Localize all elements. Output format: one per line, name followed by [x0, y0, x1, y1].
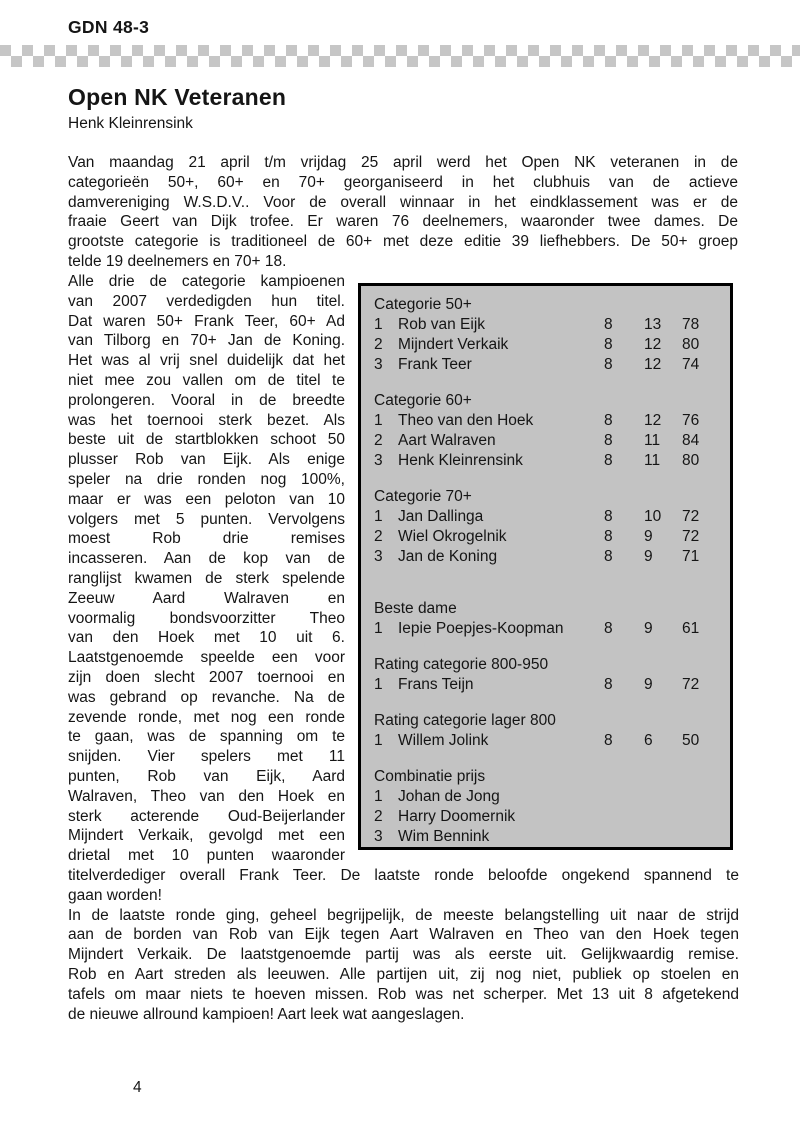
text-line: tafels om maar niets te hoeven missen. Rob was net scherper. Met 13 uit 8 afgetekend	[68, 985, 739, 1003]
score-value: 72	[682, 508, 700, 525]
points-value: 12	[644, 336, 662, 353]
games-value: 8	[604, 528, 613, 545]
score-value: 72	[682, 528, 700, 545]
points-value: 12	[644, 356, 662, 373]
result-row	[374, 355, 722, 375]
result-row	[374, 451, 722, 471]
score-value	[682, 787, 722, 807]
rank-number: 1	[374, 508, 383, 525]
player-name: Theo van den Hoek	[398, 412, 534, 429]
result-row	[374, 547, 722, 567]
text-line: zijn doen slecht 2007 toernooi en	[68, 668, 345, 686]
score-value: 61	[682, 620, 700, 637]
score-value: 80	[682, 336, 700, 353]
games-value: 8	[604, 732, 613, 749]
player-name: Frank Teer	[398, 356, 472, 373]
points-value: 11	[644, 432, 661, 449]
games-value: 8	[604, 432, 613, 449]
result-row	[374, 431, 722, 451]
rank-number: 3	[374, 828, 383, 845]
points-value	[644, 807, 682, 827]
result-row	[374, 827, 722, 847]
text-line: sterk acterende Oud-Beijerlander	[68, 807, 345, 825]
result-row	[374, 335, 722, 355]
closing-paragraphs	[68, 866, 739, 1024]
text-line: moest Rob drie remises	[68, 530, 345, 548]
text-line: speler na drie ronden nog 100%,	[68, 470, 345, 488]
player-name: Mijndert Verkaik	[398, 336, 509, 353]
rank-number: 3	[374, 356, 383, 373]
score-value	[682, 807, 722, 827]
rank-number: 2	[374, 336, 383, 353]
result-row	[374, 411, 722, 431]
games-value: 8	[604, 336, 613, 353]
games-value	[604, 807, 644, 827]
text-line: Zeeuw Aard Walraven en	[68, 589, 345, 607]
player-name: Johan de Jong	[398, 788, 500, 805]
text-line: Dat waren 50+ Frank Teer, 60+ Ad	[68, 312, 345, 330]
text-line: titelverdediger overall Frank Teer. De laatste ronde beloofde ongekend spannend te	[68, 867, 739, 884]
issue-label: GDN 48-3	[68, 17, 150, 37]
text-line: aan de borden van Rob van Eijk tegen Aart Walraven en Theo van den Hoek tegen	[68, 926, 739, 944]
result-row	[374, 675, 722, 695]
results-section	[374, 391, 722, 471]
points-value: 9	[644, 548, 653, 565]
result-row	[374, 315, 722, 335]
player-name: Aart Walraven	[398, 432, 496, 449]
games-value: 8	[604, 548, 613, 565]
result-row	[374, 787, 722, 807]
text-line: Het was al vrij snel duidelijk dat het	[68, 352, 345, 370]
result-row	[374, 507, 722, 527]
results-section-title: Rating categorie 800-950	[374, 656, 549, 673]
result-row	[374, 619, 722, 639]
result-row	[374, 807, 722, 827]
results-section	[374, 295, 722, 375]
results-section	[374, 487, 722, 567]
text-line: te gaan, was de spanning om te	[68, 728, 345, 746]
player-name: Iepie Poepjes-Koopman	[398, 620, 564, 637]
text-line: damvereniging W.S.D.V.. Voor de overall winnaar in het eindklassement was er de	[68, 193, 738, 211]
points-value: 6	[644, 732, 653, 749]
text-line: fraaie Geert van Dijk trofee. Er waren 76 deelnemers, waaronder twee dames. De	[68, 213, 738, 231]
text-line: Van maandag 21 april t/m vrijdag 25 april werd het Open NK veteranen in de	[68, 154, 738, 171]
points-value: 9	[644, 676, 653, 693]
rank-number: 3	[374, 548, 383, 565]
score-value: 80	[682, 452, 700, 469]
text-line: Mijndert Verkaik, gevolgd met een	[68, 827, 345, 845]
text-line: voormalig bondsvoorzitter Theo	[68, 609, 345, 627]
text-line: Rob en Aart streden als leeuwen. Alle partijen uit, zij nog niet, publiek op stoelen en	[68, 965, 739, 983]
player-name: Jan Dallinga	[398, 508, 484, 525]
checker-band-top	[0, 45, 800, 67]
rank-number: 1	[374, 620, 383, 637]
player-name: Wim Bennink	[398, 828, 490, 845]
text-line: plusser Rob van Eijk. Als enige	[68, 451, 345, 469]
rank-number: 2	[374, 432, 383, 449]
results-box	[358, 283, 733, 850]
score-value: 78	[682, 316, 700, 333]
player-name: Frans Teijn	[398, 676, 474, 693]
points-value: 11	[644, 452, 661, 469]
rank-number: 1	[374, 316, 383, 333]
text-line: snijden. Vier spelers met 11	[68, 748, 345, 766]
text-line: maar er was een peloton van 10	[68, 490, 345, 508]
player-name: Harry Doomernik	[398, 808, 516, 825]
games-value: 8	[604, 508, 613, 525]
text-line: prolongeren. Vooral in de breedte	[68, 391, 345, 409]
text-line: telde 19 deelnemers en 70+ 18.	[68, 252, 287, 270]
rank-number: 2	[374, 528, 383, 545]
points-value: 12	[644, 412, 662, 429]
results-section	[374, 655, 722, 695]
intro-paragraph	[68, 153, 738, 272]
player-name: Willem Jolink	[398, 732, 489, 749]
results-section-title: Beste dame	[374, 600, 457, 617]
games-value: 8	[604, 620, 613, 637]
player-name: Wiel Okrogelnik	[398, 528, 507, 545]
games-value: 8	[604, 316, 613, 333]
text-line: incasseren. Aan de kop van de	[68, 550, 345, 568]
points-value: 13	[644, 316, 662, 333]
result-row	[374, 731, 722, 751]
score-value: 50	[682, 732, 700, 749]
text-line: Walraven, Theo van den Hoek en	[68, 787, 345, 805]
results-section	[374, 599, 722, 639]
text-line: Mijndert Verkaik. De laatstgenoemde partij was als eerste uit. Gelijkwaardig remise.	[68, 946, 739, 964]
score-value: 71	[682, 548, 700, 565]
games-value: 8	[604, 676, 613, 693]
rank-number: 1	[374, 732, 383, 749]
score-value	[682, 827, 722, 847]
text-line: Laatstgenoemde speelde een voor	[68, 649, 345, 667]
article-author: Henk Kleinrensink	[68, 115, 193, 132]
results-section-title: Categorie 60+	[374, 392, 472, 409]
results-section	[374, 767, 722, 847]
points-value: 9	[644, 528, 653, 545]
rank-number: 1	[374, 676, 383, 693]
rank-number: 2	[374, 808, 383, 825]
games-value: 8	[604, 356, 613, 373]
points-value: 10	[644, 508, 662, 525]
player-name: Henk Kleinrensink	[398, 452, 523, 469]
games-value: 8	[604, 452, 613, 469]
score-value: 76	[682, 412, 700, 429]
text-line: Alle drie de categorie kampioenen	[68, 273, 345, 290]
text-line: In de laatste ronde ging, geheel begrijpelijk, de meeste belangstelling uit naar de strijd	[68, 906, 739, 924]
left-column-text	[68, 272, 345, 866]
games-value	[604, 787, 644, 807]
rank-number: 1	[374, 788, 383, 805]
results-section	[374, 711, 722, 751]
rank-number: 1	[374, 412, 383, 429]
player-name: Rob van Eijk	[398, 316, 486, 333]
result-row	[374, 527, 722, 547]
score-value: 84	[682, 432, 700, 449]
text-line: beste uit de startblokken schoot 50	[68, 431, 345, 449]
rank-number: 3	[374, 452, 383, 469]
results-section-title: Combinatie prijs	[374, 768, 486, 785]
text-line: punten, Rob van Eijk, Aard	[68, 767, 345, 785]
text-line: drietal met 10 punten waaronder	[68, 847, 345, 865]
text-line: van Tilborg en 70+ Jan de Koning.	[68, 332, 345, 350]
points-value: 9	[644, 620, 653, 637]
results-section-title: Categorie 70+	[374, 488, 472, 505]
text-line: gaan worden!	[68, 886, 162, 904]
text-line: van den Hoek met 10 uit 6.	[68, 629, 345, 647]
text-line: de nieuwe allround kampioen! Aart leek wat aangeslagen.	[68, 1005, 465, 1023]
text-line: volgers met 5 punten. Vervolgens	[68, 510, 345, 528]
player-name: Jan de Koning	[398, 548, 498, 565]
games-value	[604, 827, 644, 847]
text-line: was gebrand op revanche. Na de	[68, 688, 345, 706]
points-value	[644, 787, 682, 807]
score-value: 72	[682, 676, 700, 693]
article-title: Open NK Veteranen	[68, 84, 287, 110]
points-value	[644, 827, 682, 847]
text-line: zevende ronde, met nog een ronde	[68, 708, 345, 726]
games-value: 8	[604, 412, 613, 429]
text-line: categorieën 50+, 60+ en 70+ georganiseerd in het clubhuis van de actieve	[68, 173, 738, 191]
text-line: niet mee zou vallen om de titel te	[68, 371, 345, 389]
text-line: van 2007 verdedigden hun titel.	[68, 292, 345, 310]
text-line: ranglijst kwamen de sterk spelende	[68, 569, 345, 587]
results-section-title: Categorie 50+	[374, 296, 472, 313]
score-value: 74	[682, 356, 700, 373]
text-line: grootste categorie is traditioneel de 60+ met deze editie 39 liefhebbers. De 50+ groep	[68, 233, 738, 251]
page-number: 4	[133, 1079, 142, 1096]
results-section-title: Rating categorie lager 800	[374, 712, 556, 729]
text-line: was het toernooi sterk bezet. Als	[68, 411, 345, 429]
